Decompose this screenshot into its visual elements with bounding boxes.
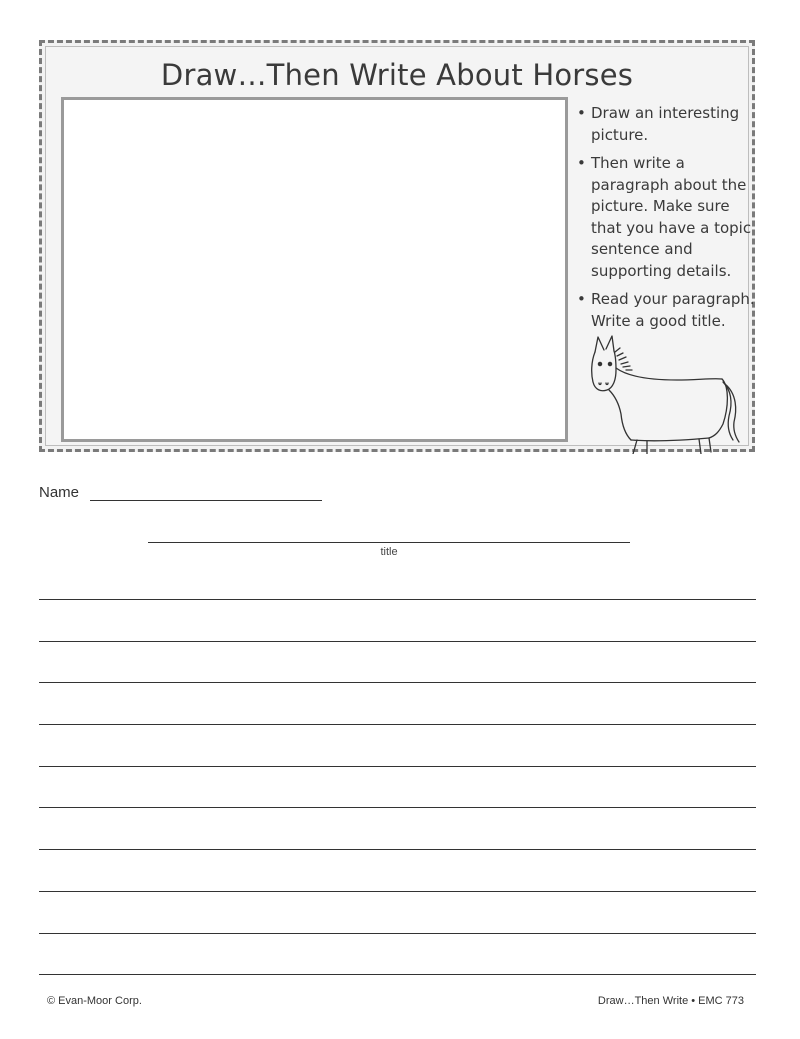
bullet-icon: • bbox=[577, 290, 586, 308]
activity-panel bbox=[45, 46, 755, 446]
title-field[interactable] bbox=[148, 542, 630, 543]
writing-line[interactable] bbox=[39, 891, 756, 933]
instruction-item bbox=[577, 103, 757, 146]
writing-line[interactable] bbox=[39, 682, 756, 724]
drawing-area[interactable] bbox=[61, 97, 568, 442]
instruction-text: Then write a paragraph about the picture. Make sure that you have a topic sentence and supporting details. bbox=[591, 154, 752, 280]
writing-line[interactable] bbox=[39, 849, 756, 891]
writing-line[interactable] bbox=[39, 641, 756, 683]
name-label: Name bbox=[39, 484, 80, 501]
writing-line[interactable] bbox=[39, 807, 756, 849]
writing-line[interactable] bbox=[39, 724, 756, 766]
writing-line[interactable] bbox=[39, 599, 756, 641]
instruction-item bbox=[577, 289, 757, 332]
writing-lines bbox=[39, 599, 756, 1016]
writing-line[interactable] bbox=[39, 766, 756, 808]
bullet-icon: • bbox=[577, 154, 586, 172]
horse-icon bbox=[587, 334, 742, 454]
worksheet-title: Draw…Then Write About Horses bbox=[160, 58, 634, 92]
bullet-icon: • bbox=[577, 104, 586, 122]
title-caption: title bbox=[380, 546, 398, 558]
instruction-item bbox=[577, 153, 757, 282]
instructions-list bbox=[577, 103, 757, 339]
product-code: Draw…Then Write • EMC 773 bbox=[597, 995, 744, 1007]
writing-line[interactable] bbox=[39, 933, 756, 975]
name-field[interactable] bbox=[90, 500, 322, 501]
instruction-text: Draw an interesting picture. bbox=[591, 104, 740, 144]
instruction-text: Read your paragraph. Write a good title. bbox=[591, 290, 755, 330]
copyright-text: © Evan-Moor Corp. bbox=[47, 995, 142, 1007]
activity-frame bbox=[39, 40, 755, 452]
